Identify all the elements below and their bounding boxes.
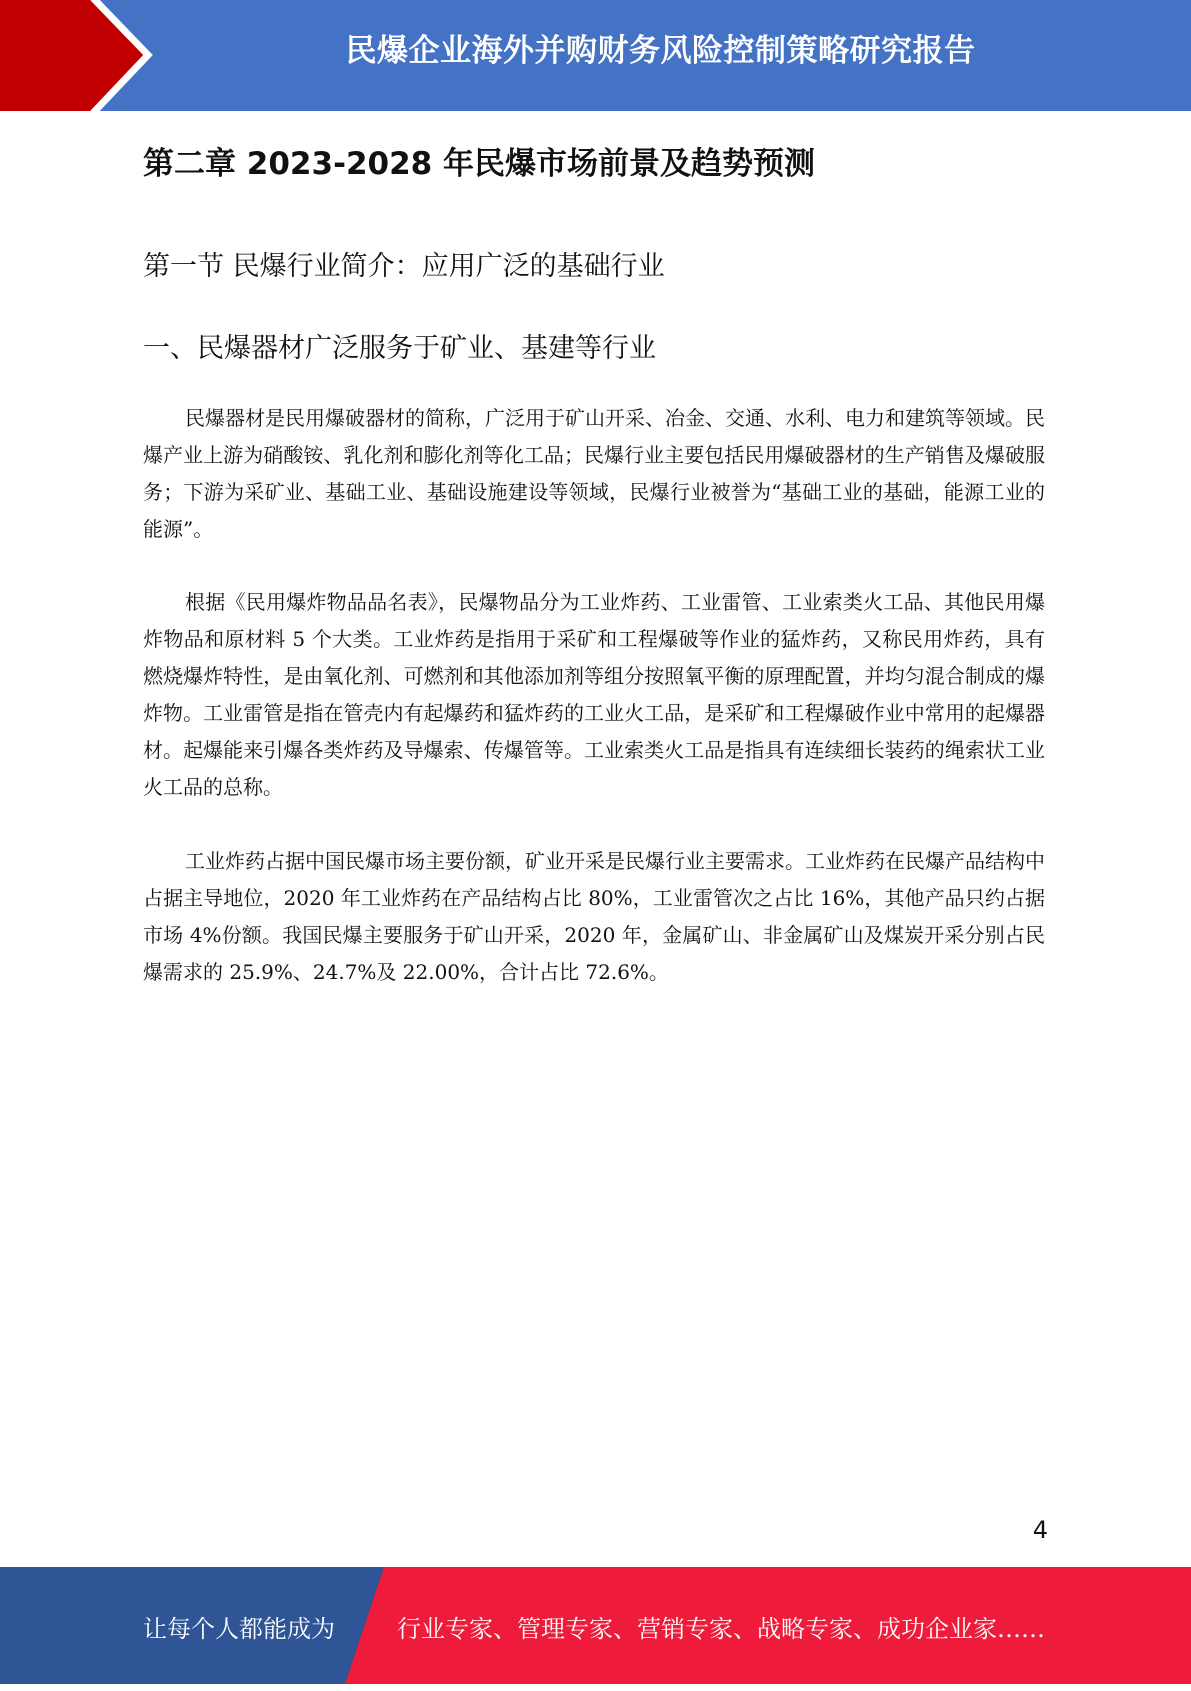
footer-banner	[0, 1567, 1191, 1684]
chapter-title: 第二章 2023-2028 年民爆市场前景及趋势预测	[143, 146, 816, 182]
page-number: 4	[1032, 1516, 1048, 1544]
footer-slogan-right: 行业专家、管理专家、营销专家、战略专家、成功企业家……	[397, 1615, 1045, 1643]
footer-slogan-left: 让每个人都能成为	[143, 1615, 335, 1643]
header-banner	[0, 0, 1191, 111]
paragraph: 工业炸药占据中国民爆市场主要份额，矿业开采是民爆行业主要需求。工业炸药在民爆产品结构中占据主导地位，2020 年工业炸药在产品结构占比 80%，工业雷管次之占比 16%，其他产品只约占据市场 4%份额。我国民爆主要服务于矿山开采，2020 年，金属矿山、非金属矿山及煤炭开采分别占民爆需求的 25.9%、24.7%及 22.00%，合计占比 72.6%。	[143, 849, 1045, 984]
subsection-title: 一、民爆器材广泛服务于矿业、基建等行业	[143, 333, 656, 364]
section-title: 第一节 民爆行业简介：应用广泛的基础行业	[143, 251, 665, 282]
chevron-arrow-icon	[0, 0, 160, 111]
report-title: 民爆企业海外并购财务风险控制策略研究报告	[345, 33, 976, 69]
paragraph: 民爆器材是民用爆破器材的简称，广泛用于矿山开采、冶金、交通、水利、电力和建筑等领域。民爆产业上游为硝酸铵、乳化剂和膨化剂等化工品；民爆行业主要包括民用爆破器材的生产销售及爆破服务；下游为采矿业、基础工业、基础设施建设等领域，民爆行业被誉为“基础工业的基础，能源工业的能源”。	[143, 406, 1045, 541]
paragraph: 根据《民用爆炸物品品名表》，民爆物品分为工业炸药、工业雷管、工业索类火工品、其他民用爆炸物品和原材料 5 个大类。工业炸药是指用于采矿和工程爆破等作业的猛炸药，又称民用炸药，具有燃烧爆炸特性，是由氧化剂、可燃剂和其他添加剂等组分按照氧平衡的原理配置，并均匀混合制成的爆炸物。工业雷管是指在管壳内有起爆药和猛炸药的工业火工品，是采矿和工程爆破作业中常用的起爆器材。起爆能来引爆各类炸药及导爆索、传爆管等。工业索类火工品是指具有连续细长装药的绳索状工业火工品的总称。	[143, 590, 1045, 799]
